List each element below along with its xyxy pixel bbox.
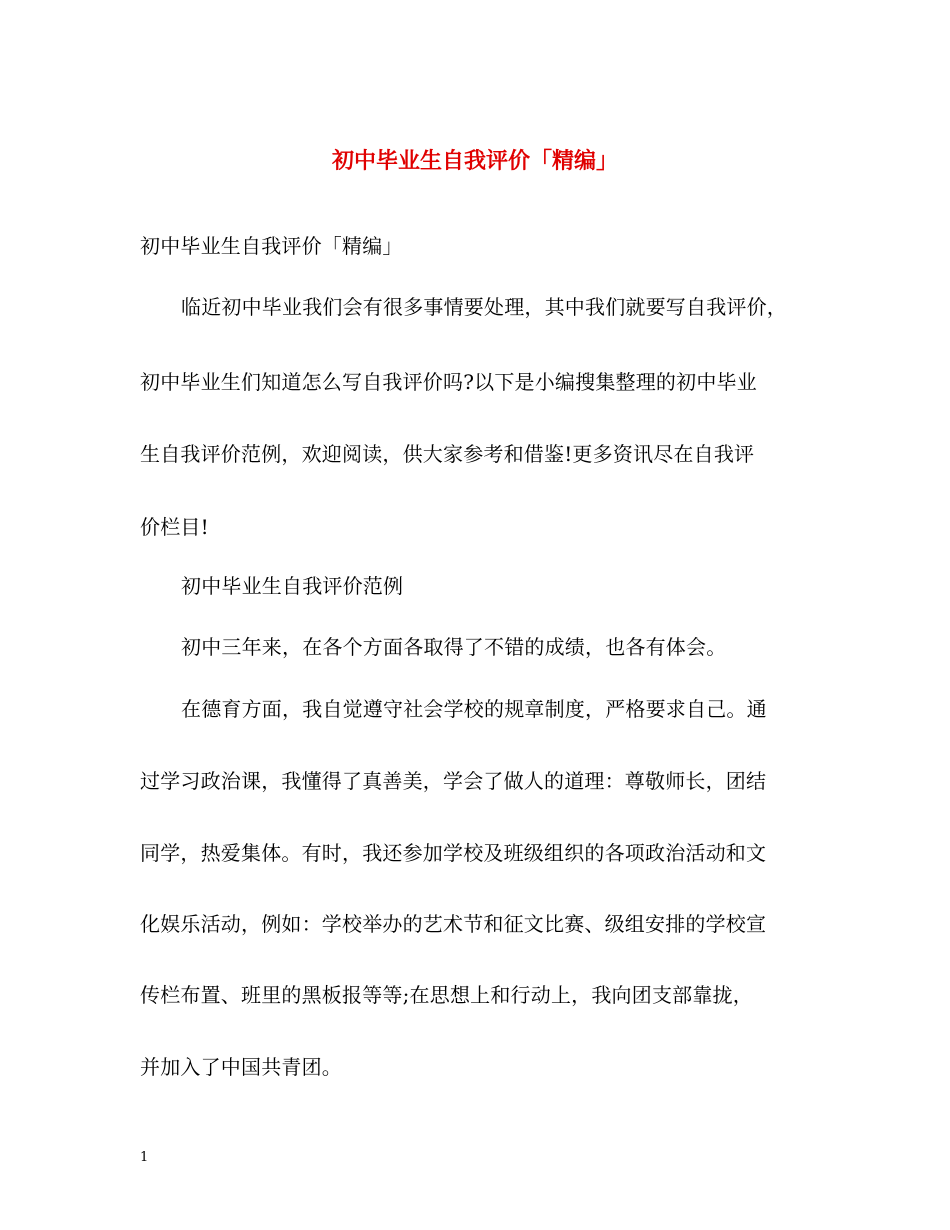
subtitle-line: 初中毕业生自我评价「精编」 — [140, 234, 403, 258]
paragraph-line: 传栏布置、班里的黑板报等等;在思想上和行动上，我向团支部靠拢， — [140, 983, 753, 1007]
paragraph-line: 临近初中毕业我们会有很多事情要处理，其中我们就要写自我评价， — [181, 295, 787, 319]
paragraph-line: 过学习政治课，我懂得了真善美，学会了做人的道理：尊敬师长，团结 — [140, 769, 767, 793]
paragraph-line: 生自我评价范例，欢迎阅读，供大家参考和借鉴!更多资讯尽在自我评 — [140, 442, 755, 466]
paragraph-line: 在德育方面，我自觉遵守社会学校的规章制度，严格要求自己。通 — [181, 697, 767, 721]
paragraph-line: 并加入了中国共青团。 — [140, 1055, 342, 1079]
paragraph-line: 价栏目! — [140, 515, 209, 539]
paragraph-line: 初中毕业生们知道怎么写自我评价吗?以下是小编搜集整理的初中毕业 — [140, 370, 757, 394]
paragraph-line: 同学，热爱集体。有时，我还参加学校及班级组织的各项政治活动和文 — [140, 841, 767, 865]
paragraph-line: 化娱乐活动，例如：学校举办的艺术节和征文比赛、级组安排的学校宣 — [140, 912, 767, 936]
section-heading: 初中毕业生自我评价范例 — [181, 574, 404, 598]
paragraph-line: 初中三年来，在各个方面各取得了不错的成绩，也各有体会。 — [181, 635, 727, 659]
document-title: 初中毕业生自我评价「精编」 — [331, 148, 618, 174]
page-number: 1 — [140, 1150, 149, 1165]
